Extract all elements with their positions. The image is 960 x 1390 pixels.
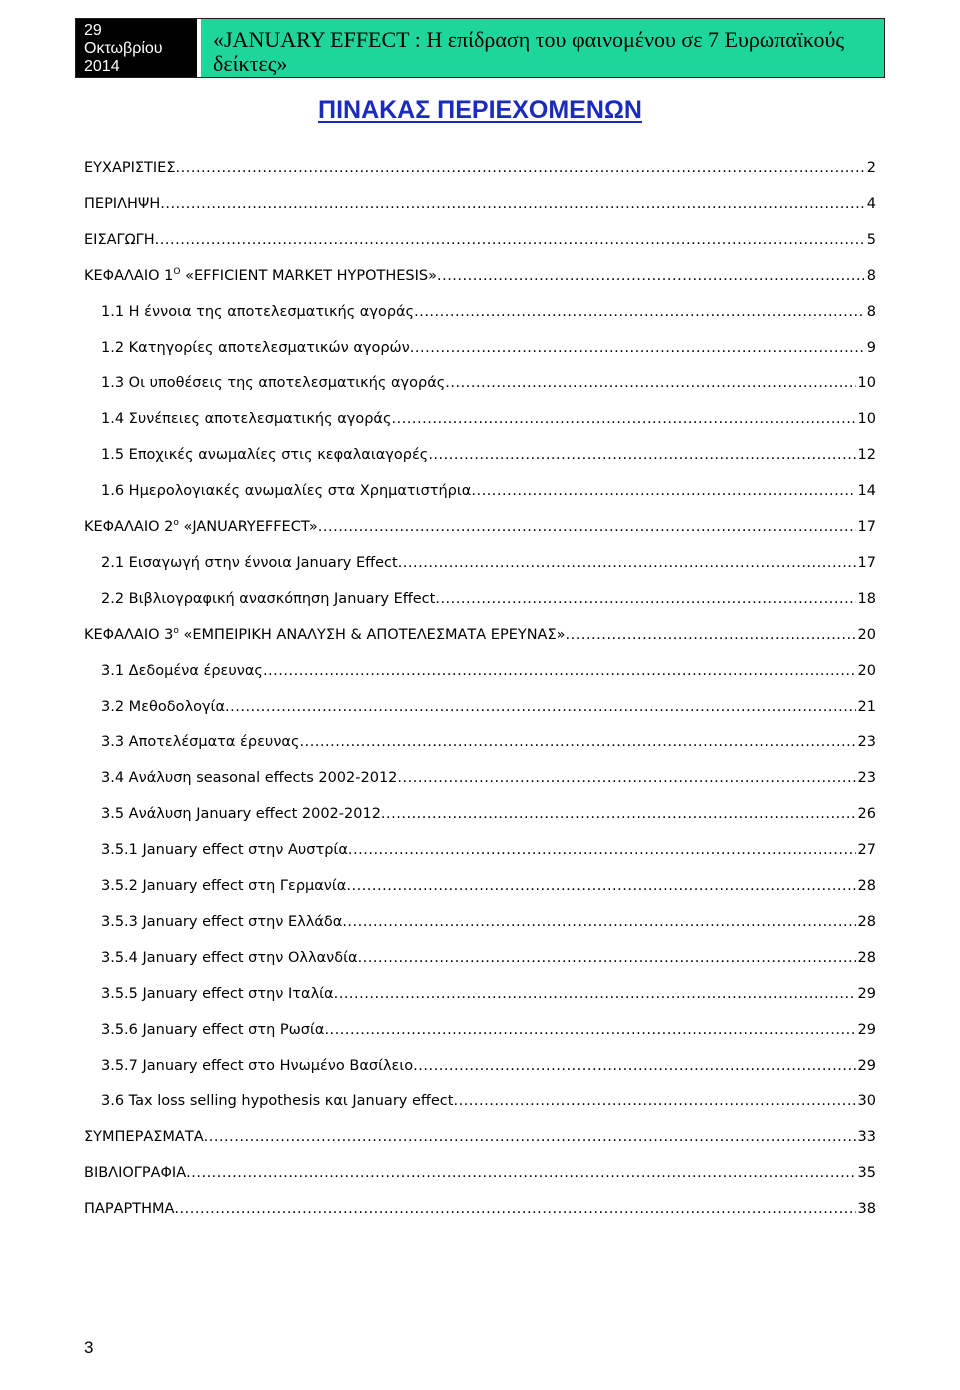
toc-entry[interactable] xyxy=(101,948,876,968)
toc-entry-leader-dots xyxy=(186,1163,855,1183)
toc-entry[interactable] xyxy=(101,697,876,717)
toc-entry-label: ΒΙΒΛΙΟΓΡΑΦΙΑ xyxy=(84,1165,187,1181)
toc-entry-page: 29 xyxy=(857,1022,876,1038)
toc-entry-label: 1.4 Συνέπειες αποτελεσματικής αγοράς xyxy=(101,411,392,427)
toc-entry-leader-dots xyxy=(342,912,855,932)
toc-entry-label xyxy=(84,625,566,645)
toc-entry[interactable] xyxy=(101,302,876,322)
toc-entry-page: 30 xyxy=(857,1093,876,1109)
toc-entry[interactable] xyxy=(101,732,876,752)
toc-entry-label: 3.5.2 January effect στη Γερμανία xyxy=(101,878,347,894)
toc-entry[interactable] xyxy=(101,1056,876,1076)
toc-entry-label: 3.6 Tax loss selling hypothesis και January effect xyxy=(101,1093,454,1109)
toc-entry-page: 5 xyxy=(866,232,876,248)
toc-entry[interactable] xyxy=(101,1091,876,1111)
toc-entry-label: ΠΕΡΙΛΗΨΗ xyxy=(84,196,161,212)
toc-entry-label: 3.5.3 January effect στην Ελλάδα xyxy=(101,914,343,930)
toc-entry-label: ΕΙΣΑΓΩΓΗ xyxy=(84,232,155,248)
toc-entry[interactable] xyxy=(101,338,876,358)
toc-entry-label: 3.2 Μεθοδολογία xyxy=(101,699,226,715)
toc-heading: ΠΙΝΑΚΑΣ ΠΕΡΙΕΧΟΜΕΝΩΝ xyxy=(318,96,642,124)
toc-entry-leader-dots xyxy=(176,158,865,178)
toc-entry-label-prefix: ΚΕΦΑΛΑΙΟ 2 xyxy=(84,519,174,535)
toc-entry[interactable] xyxy=(84,1163,876,1183)
toc-entry-page: 33 xyxy=(857,1129,876,1145)
toc-entry-leader-dots xyxy=(263,661,856,681)
toc-entry-label: 3.5.4 January effect στην Ολλανδία xyxy=(101,950,358,966)
toc-entry-label: 2.2 Βιβλιογραφική ανασκόπηση January Effect xyxy=(101,591,436,607)
toc-entry[interactable] xyxy=(101,876,876,896)
toc-entry[interactable] xyxy=(84,230,876,250)
toc-entry-label: 1.1 Η έννοια της αποτελεσματικής αγοράς xyxy=(101,304,415,320)
toc-entry-leader-dots xyxy=(348,840,856,860)
page-number: 3 xyxy=(84,1338,94,1357)
toc-entry-page: 9 xyxy=(866,340,876,356)
toc-entry[interactable] xyxy=(101,661,876,681)
toc-entry[interactable] xyxy=(101,409,876,429)
toc-entry-leader-dots xyxy=(204,1127,856,1147)
toc-entry-leader-dots xyxy=(435,589,855,609)
toc-entry-leader-dots xyxy=(397,768,855,788)
toc-entry-label: 3.5.6 January effect στη Ρωσία xyxy=(101,1022,325,1038)
toc-entry-label-suffix: «EFFICIENT MARKET HYPOTHESIS» xyxy=(180,268,437,284)
toc-entry-page: 35 xyxy=(857,1165,876,1181)
toc-entry-page: 20 xyxy=(857,663,876,679)
toc-entry-leader-dots xyxy=(160,194,865,214)
toc-entry-label: 3.5.5 January effect στην Ιταλία xyxy=(101,986,334,1002)
toc-entry-leader-dots xyxy=(410,338,865,358)
toc-entry-page: 20 xyxy=(857,627,876,643)
toc-entry-leader-dots xyxy=(358,948,856,968)
toc-entry[interactable] xyxy=(101,804,876,824)
toc-entry-leader-dots xyxy=(346,876,855,896)
toc-entry-leader-dots xyxy=(398,553,856,573)
toc-entry-page: 38 xyxy=(857,1201,876,1217)
toc-entry-page: 10 xyxy=(857,375,876,391)
toc-entry-leader-dots xyxy=(445,373,855,393)
toc-entry-label: 2.1 Εισαγωγή στην έννοια January Effect xyxy=(101,555,398,571)
toc-entry-label xyxy=(84,517,318,537)
toc-entry-label: 1.2 Κατηγορίες αποτελεσματικών αγορών xyxy=(101,340,410,356)
toc-entry-page: 27 xyxy=(857,842,876,858)
toc-entry-label: 1.3 Οι υποθέσεις της αποτελεσματικής αγοράς xyxy=(101,375,446,391)
toc-entry-leader-dots xyxy=(299,732,855,752)
header-date-month: Οκτωβρίου xyxy=(84,40,163,57)
toc-entry-label: ΠΑΡΑΡΤΗΜΑ xyxy=(84,1201,175,1217)
toc-entry-page: 28 xyxy=(857,950,876,966)
toc-entry-page: 8 xyxy=(866,304,876,320)
toc-entry-label-superscript: ο xyxy=(173,518,179,528)
toc-entry-leader-dots xyxy=(414,302,865,322)
toc-entry[interactable] xyxy=(101,984,876,1004)
toc-entry-label: 3.5 Ανάλυση January effect 2002-2012 xyxy=(101,806,381,822)
toc-entry-page: 28 xyxy=(857,878,876,894)
toc-entry-leader-dots xyxy=(391,409,855,429)
toc-entry[interactable] xyxy=(101,912,876,932)
toc-entry-label-superscript: Ο xyxy=(173,267,181,277)
toc-entry-label: 3.3 Αποτελέσματα έρευνας xyxy=(101,734,300,750)
toc-entry[interactable] xyxy=(101,373,876,393)
header-title: «JANUARY EFFECT : Η επίδραση του φαινομένου σε 7 Ευρωπαϊκούς δείκτες» xyxy=(201,19,884,77)
toc-entry-page: 21 xyxy=(857,699,876,715)
toc-entry[interactable] xyxy=(84,266,876,286)
toc-entry-leader-dots xyxy=(453,1091,855,1111)
toc-entry-page: 28 xyxy=(857,914,876,930)
toc-entry-label-suffix: «JANUARYEFFECT» xyxy=(178,519,318,535)
toc-entry[interactable] xyxy=(101,553,876,573)
toc-entry-leader-dots xyxy=(324,1020,855,1040)
toc-entry-leader-dots xyxy=(428,445,855,465)
toc-entry-leader-dots xyxy=(566,625,856,645)
toc-entry-page: 29 xyxy=(857,1058,876,1074)
toc-entry-page: 23 xyxy=(857,770,876,786)
toc-entry-page: 26 xyxy=(857,806,876,822)
toc-entry-leader-dots xyxy=(225,697,856,717)
toc-entry[interactable] xyxy=(101,1020,876,1040)
toc-entry-label-superscript: ο xyxy=(173,626,179,636)
toc-entry[interactable] xyxy=(84,1199,876,1219)
toc-entry-label: 3.5.1 January effect στην Αυστρία xyxy=(101,842,348,858)
toc-entry-label: ΣΥΜΠΕΡΑΣΜΑΤΑ xyxy=(84,1129,204,1145)
toc-entry-label xyxy=(84,266,437,286)
toc-entry-leader-dots xyxy=(471,481,855,501)
toc-entry-page: 12 xyxy=(857,447,876,463)
toc-entry-page: 14 xyxy=(857,483,876,499)
toc-entry-page: 29 xyxy=(857,986,876,1002)
toc-entry-page: 18 xyxy=(857,591,876,607)
toc-entry[interactable] xyxy=(84,625,876,645)
toc-entry-label: 3.1 Δεδομένα έρευνας xyxy=(101,663,263,679)
toc-entry-leader-dots xyxy=(174,1199,855,1219)
toc-entry[interactable] xyxy=(101,840,876,860)
toc-entry[interactable] xyxy=(84,158,876,178)
toc-entry[interactable] xyxy=(84,517,876,537)
toc-entry-label: 3.5.7 January effect στο Ηνωμένο Βασίλειο xyxy=(101,1058,414,1074)
toc-entry[interactable] xyxy=(101,481,876,501)
toc-entry-page: 8 xyxy=(866,268,876,284)
toc-entry-leader-dots xyxy=(155,230,865,250)
toc-entry-label: 3.4 Ανάλυση seasonal effects 2002-2012 xyxy=(101,770,398,786)
toc-entry-page: 4 xyxy=(866,196,876,212)
toc-entry-leader-dots xyxy=(318,517,856,537)
toc-entry-label: ΕΥΧΑΡΙΣΤΙΕΣ xyxy=(84,160,176,176)
toc-entry-page: 17 xyxy=(857,519,876,535)
toc-entry-page: 10 xyxy=(857,411,876,427)
toc-entry-label-prefix: ΚΕΦΑΛΑΙΟ 3 xyxy=(84,627,174,643)
toc-entry-label-prefix: ΚΕΦΑΛΑΙΟ 1 xyxy=(84,268,174,284)
toc-entry-leader-dots xyxy=(413,1056,855,1076)
toc-entry[interactable] xyxy=(101,445,876,465)
header-date-day: 29 xyxy=(84,22,102,39)
toc-entry-label-suffix: «ΕΜΠΕΙΡΙΚΗ ΑΝΑΛΥΣΗ & ΑΠΟΤΕΛΕΣΜΑΤΑ ΕΡΕΥΝΑΣ» xyxy=(178,627,566,643)
page-header xyxy=(75,18,885,78)
header-date-year: 2014 xyxy=(84,58,120,75)
toc-entry-page: 2 xyxy=(866,160,876,176)
toc-entry[interactable] xyxy=(101,768,876,788)
toc-entry[interactable] xyxy=(84,1127,876,1147)
toc-entry-leader-dots xyxy=(437,266,865,286)
toc-entry-label: 1.5 Εποχικές ανωμαλίες στις κεφαλαιαγορές xyxy=(101,447,429,463)
toc-entry[interactable] xyxy=(84,194,876,214)
toc-entry-page: 23 xyxy=(857,734,876,750)
toc-entry-leader-dots xyxy=(381,804,856,824)
toc-entry-label: 1.6 Ημερολογιακές ανωμαλίες στα Χρηματιστήρια xyxy=(101,483,472,499)
toc-entry-page: 17 xyxy=(857,555,876,571)
toc-entry-leader-dots xyxy=(334,984,856,1004)
header-date xyxy=(76,19,197,77)
toc-entry[interactable] xyxy=(101,589,876,609)
